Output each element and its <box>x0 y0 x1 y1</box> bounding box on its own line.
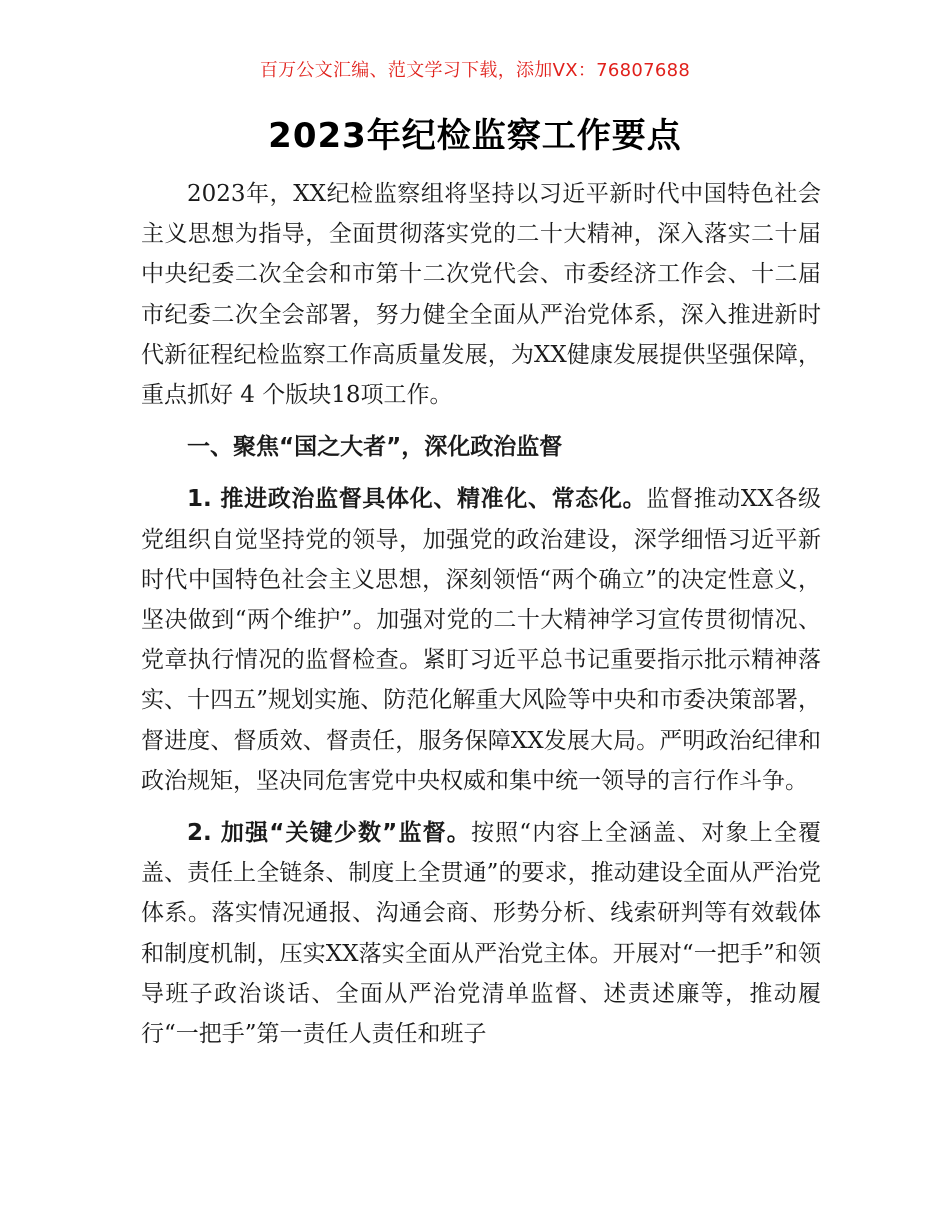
item-2-body: 按照“内容上全涵盖、对象上全覆盖、责任上全链条、制度上全贯通”的要求，推动建设全面从严治党体系。落实情况通报、沟通会商、形势分析、线索研判等有效载体和制度机制，压实XX落实全面从严治党主体。开展对“一把手”和领导班子政治谈话、全面从严治党清单监督、述责述廉等，推动履行“一把手”第一责任人责任和班子 <box>141 820 821 1048</box>
document-title: 2023年纪检监察工作要点 <box>268 116 682 156</box>
section-heading-1: 一、聚焦“国之大者”，深化政治监督 <box>187 434 563 461</box>
item-1-paragraph <box>141 479 821 801</box>
item-1-heading: 1. 推进政治监督具体化、精准化、常态化。 <box>187 486 647 513</box>
intro-paragraph: 2023年，XX纪检监察组将坚持以习近平新时代中国特色社会主义思想为指导，全面贯彻落实党的二十大精神，深入落实二十届中央纪委二次全会和市第十二次党代会、市委经济工作会、十二届市纪委二次全会部署，努力健全全面从严治党体系，深入推进新时代新征程纪检监察工作高质量发展，为XX健康发展提供坚强保障，重点抓好 4 个版块18项工作。 <box>141 181 821 409</box>
item-2-paragraph <box>141 813 821 1054</box>
item-2-heading: 2. 加强“关键少数”监督。 <box>187 820 471 847</box>
item-1-body: 监督推动XX各级党组织自觉坚持党的领导，加强党的政治建设，深学细悟习近平新时代中国特色社会主义思想，深刻领悟“两个确立”的决定性意义，坚决做到“两个维护”。加强对党的二十大精神学习宣传贯彻情况、党章执行情况的监督检查。紧盯习近平总书记重要指示批示精神落实、十四五”规划实施、防范化解重大风险等中央和市委决策部署，督进度、督质效、督责任，服务保障XX发展大局。严明政治纪律和政治规矩，坚决同危害党中央权威和集中统一领导的言行作斗争。 <box>141 486 822 794</box>
document-body <box>141 170 821 1054</box>
watermark-banner: 百万公文汇编、范文学习下载，添加VX：76807688 <box>259 60 691 81</box>
